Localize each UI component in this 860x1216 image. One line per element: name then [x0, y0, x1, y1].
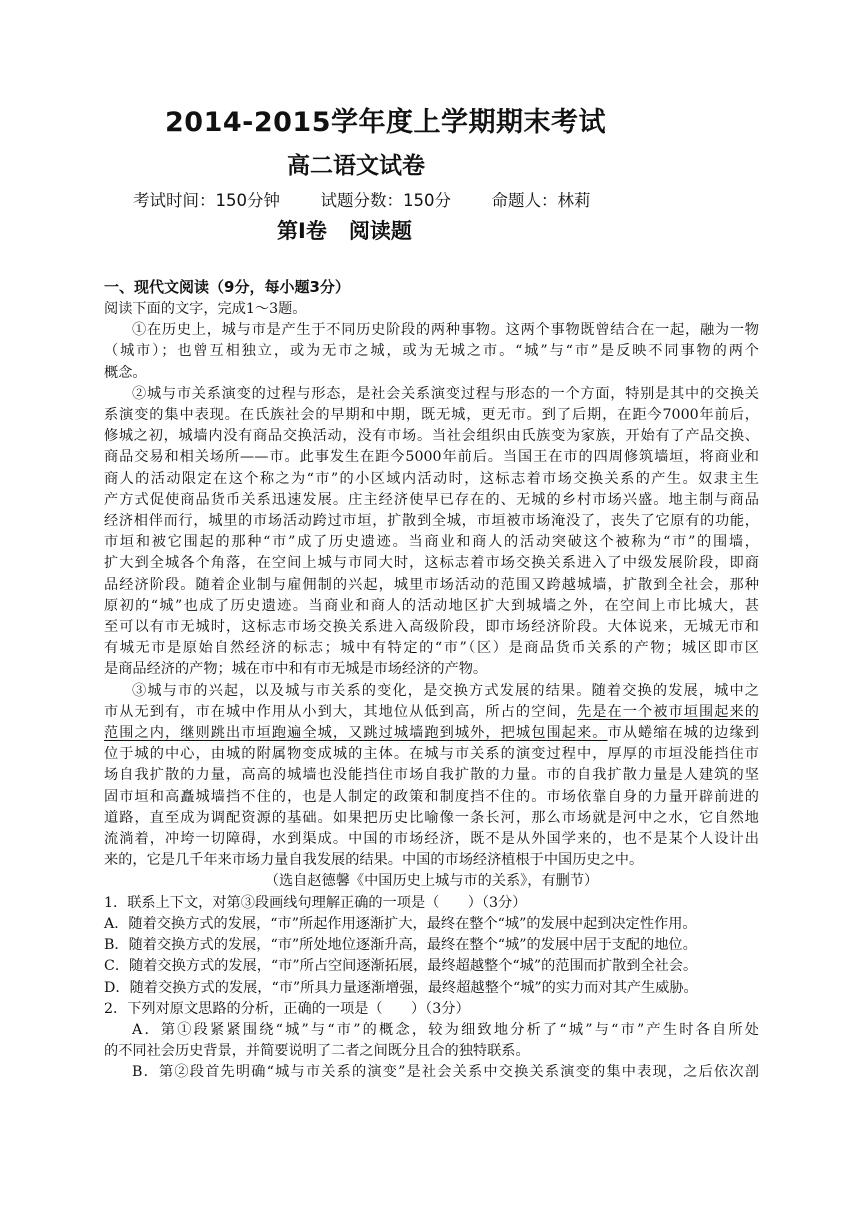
paragraph-line: （城市）；也曾互相独立，或为无市之城，或为无城之市。“城”与“市”是反映不同事物的两个 [104, 343, 759, 360]
option-c: C．随着交换方式的发展，“市”所占空间逐渐拓展，最终超越整个“城”的范围而扩散到全社会。 [104, 958, 698, 975]
section-heading: 一、现代文阅读（9分，每小题3分） [104, 278, 350, 296]
option-a-cont: 的不同社会历史背景，并简要说明了二者之间既分且合的独特联系。 [104, 1043, 530, 1060]
paragraph-line: 产方式促使商品货币关系迅速发展。庄主经济使早已存在的、无城的乡村市场兴盛。地主制与商品 [104, 491, 759, 508]
exam-score: 试题分数：150分 [320, 191, 451, 210]
paragraph-line-text: 市从蜷缩在城的边缘到 [607, 725, 759, 742]
paragraph-line: 扩大到全城各个角落，在空间上城与市同大时，这标志着市场交换关系进入了中级发展阶段，即商 [104, 555, 759, 572]
option-a: A．第①段紧紧围绕“城”与“市”的概念，较为细致地分析了“城”与“市”产生时各自所处 [132, 1021, 759, 1038]
paragraph-line: ③城与市的兴起，以及城与市关系的变化，是交换方式发展的结果。随着交换的发展，城中之 [132, 682, 759, 699]
paragraph-line: 位于城的中心，由城的附属物变成城的主体。在城与市关系的演变过程中，厚厚的市垣没能挡住市 [104, 746, 759, 763]
paragraph-3 [104, 681, 759, 872]
section-instruction: 阅读下面的文字，完成1～3题。 [104, 301, 307, 317]
passage-source: （选自赵德馨《中国历史上城与市的关系》，有删节） [264, 873, 599, 890]
part-name: 阅读题 [348, 219, 412, 243]
paragraph-line: ②城与市关系演变的过程与形态，是社会关系演变过程与形态的一个方面，特别是其中的交换关 [132, 385, 759, 402]
option-b: B．第②段首先明确“城与市关系的演变”是社会关系中交换关系演变的集中表现，之后依次剖 [132, 1064, 759, 1081]
paragraph-line: 修城之初，城墙内没有商品交换活动，没有市场。当社会组织由氏族变为家族，开始有了产品交换、 [104, 428, 759, 445]
paragraph-line: 来的，它是几千年来市场力量自我发展的结果。中国的市场经济植根于中国历史之中。 [104, 852, 644, 869]
paragraph-2 [104, 384, 759, 681]
paragraph-line: 品经济阶段。随着企业制与雇佣制的兴起，城里市场活动的范围又跨越城墙，扩散到全社会，那种 [104, 576, 759, 593]
exam-meta [133, 187, 591, 211]
paragraph-line-mixed [104, 723, 759, 744]
exam-title: 2014-2015学年度上学期期末考试 [165, 107, 606, 138]
underlined-sentence: 范围之内，继则跳出市垣跑遍全城，又跳过城墙跑到城外，把城包围起来。 [104, 725, 608, 742]
paragraph-line: 概念。 [104, 364, 147, 381]
part-label: 第Ⅰ卷 [277, 219, 327, 243]
paragraph-line: 原初的“城”也成了历史遗迹。当商业和商人的活动地区扩大到城墙之外，在空间上市比城大，甚 [104, 597, 759, 614]
option-d: D．随着交换方式的发展，“市”所具力量逐渐增强，最终超越整个“城”的实力而对其产生威胁。 [104, 979, 698, 996]
paragraph-line-text: 市从无到有，市在城中作用从小到大，其地位从低到高，所占的空间， [104, 703, 577, 720]
paragraph-1 [104, 320, 759, 384]
option-a: A．随着交换方式的发展，“市”所起作用逐渐扩大，最终在整个“城”的发展中起到决定性作用。 [104, 915, 697, 932]
paragraph-line: 系演变的集中表现。在氏族社会的早期和中期，既无城，更无市。到了后期，在距今7000年前后， [104, 407, 759, 424]
paragraph-line: 有城无市是原始自然经济的标志；城中有特定的“市”（区）是商品货币关系的产物；城区即市区 [104, 640, 759, 657]
paragraph-line: 经济相伴而行，城里的市场活动跨过市垣，扩散到全城，市垣被市场淹没了，丧失了它原有的功能， [104, 513, 759, 530]
exam-time: 考试时间：150分钟 [133, 191, 280, 210]
paragraph-line: 是商品经济的产物；城在市中和有市无城是市场经济的产物。 [104, 661, 488, 678]
exam-body [104, 275, 759, 1084]
question-stem: 2．下列对原文思路的分析，正确的一项是（ ）（3分） [104, 1000, 470, 1017]
question-2 [104, 999, 759, 1084]
exam-author: 命题人：林莉 [491, 191, 591, 210]
paragraph-line: 固市垣和高矗城墙挡不住的，也是人制定的政策和制度挡不住的。市场依靠自身的力量开辟前进的 [104, 788, 759, 805]
paragraph-line: 流淌着，冲垮一切障碍，水到渠成。中国的市场经济，既不是从外国学来的，也不是某个人设计出 [104, 831, 759, 848]
paragraph-line: 市垣和被它围起的那种“市”成了历史遗迹。当商业和商人的活动突破这个被称为“市”的围墙， [104, 534, 759, 551]
paragraph-line: 商人的活动限定在这个称之为“市”的小区域内活动时，这标志着市场交换关系的产生。奴隶主生 [104, 470, 759, 487]
paragraph-line: 场自我扩散的力量，高高的城墙也没能挡住市场自我扩散的力量。市的自我扩散力量是人建筑的坚 [104, 767, 759, 784]
paragraph-line-mixed [104, 702, 759, 723]
part-heading [277, 215, 412, 245]
paragraph-line: ①在历史上，城与市是产生于不同历史阶段的两种事物。这两个事物既曾结合在一起，融为一物 [132, 322, 759, 339]
paragraph-line: 商品交易和相关场所——市。此事发生在距今5000年前后。当国王在市的四周修筑墙垣，将商业和 [104, 449, 759, 466]
paragraph-line: 至可以有市无城时，这标志市场交换关系进入高级阶段，即市场经济阶段。大体说来，无城无市和 [104, 619, 759, 636]
option-b: B．随着交换方式的发展，“市”所处地位逐渐升高，最终在整个“城”的发展中居于支配的地位。 [104, 937, 697, 954]
exam-subtitle: 高二语文试卷 [287, 153, 425, 179]
underlined-sentence: 先是在一个被市垣围起来的 [576, 703, 759, 720]
paragraph-line: 道路，直至成为调配资源的基础。如果把历史比喻像一条长河，那么市场就是河中之水，它自然地 [104, 809, 759, 826]
question-1 [104, 893, 759, 999]
question-stem: 1．联系上下文，对第③段画线句理解正确的一项是（ ）（3分） [104, 894, 527, 911]
